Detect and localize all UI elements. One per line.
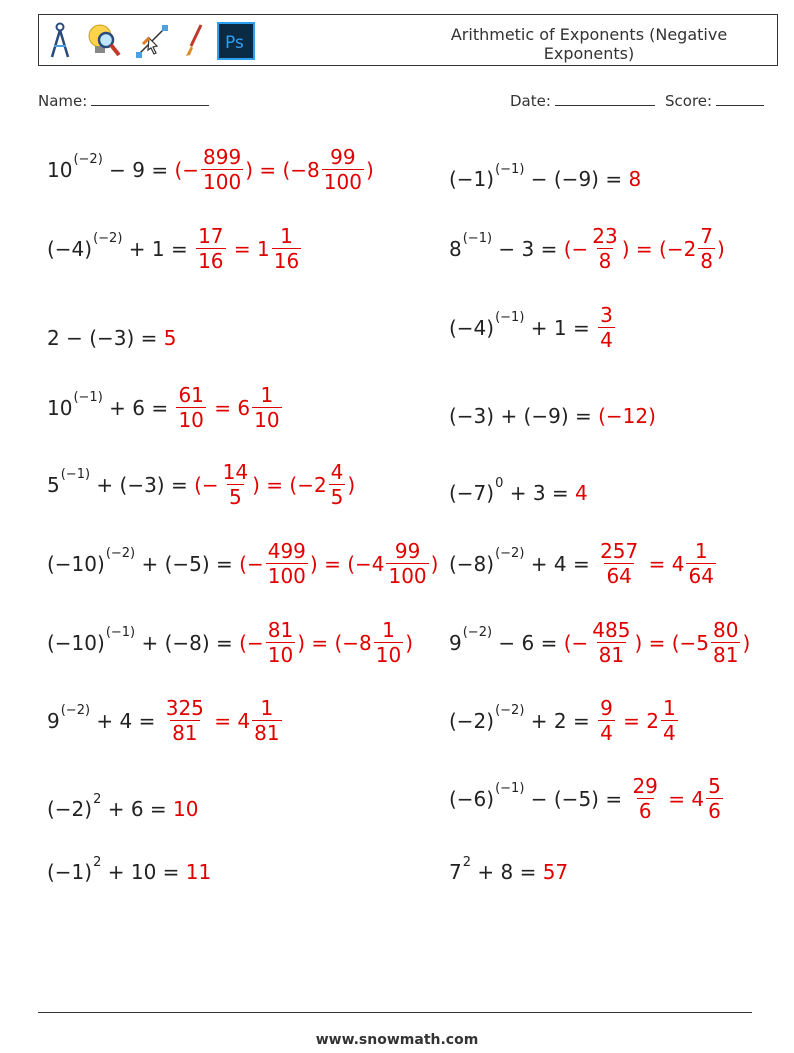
expression-rest: + (−3) = <box>90 472 195 497</box>
base: 5 <box>47 472 60 497</box>
base: 7 <box>449 860 462 884</box>
base: (−4) <box>449 315 495 340</box>
base: (−7) <box>449 481 495 505</box>
footer-divider <box>38 1012 752 1013</box>
score-label: Score: <box>665 92 713 110</box>
exponent: (−2) <box>495 546 525 561</box>
base: 10 <box>47 157 73 182</box>
problem-8 <box>449 406 656 426</box>
base: (−10) <box>47 551 105 576</box>
date-label: Date: <box>510 92 551 110</box>
improper-fraction: $\frac{3}{4}$ <box>600 303 613 352</box>
exponent: (−1) <box>495 161 525 177</box>
base: 8 <box>449 236 462 261</box>
problem-1 <box>47 147 374 192</box>
expression-rest: − 3 = <box>492 236 564 261</box>
exponent: (−1) <box>462 231 493 246</box>
answer: (− $\frac{23}{8}$ ) = (−2 $\frac{7}{8}$ ) <box>563 224 725 273</box>
exponent: (−1) <box>495 310 525 325</box>
expression-rest: + 10 = <box>101 860 186 884</box>
exponent: (−1) <box>495 781 525 796</box>
mixed-fraction: $\frac{1}{81}$ <box>254 696 280 745</box>
problem-12 <box>449 541 718 586</box>
name-label: Name: <box>38 92 88 110</box>
expression-rest: + (−5) = <box>135 551 240 576</box>
answer: $\frac{257}{64}$ = 4 $\frac{1}{64}$ <box>600 539 714 588</box>
answer: 10 <box>173 797 199 821</box>
expression-rest: + 4 = <box>90 708 162 733</box>
worksheet-title: Arithmetic of Exponents (Negative Exponents) <box>450 25 728 63</box>
improper-fraction: $\frac{61}{10}$ <box>178 383 204 432</box>
problem-16 <box>449 698 680 743</box>
base: (−2) <box>449 708 495 733</box>
problem-11 <box>47 541 438 586</box>
problem-6 <box>449 305 617 350</box>
improper-fraction: $\frac{499}{100}$ <box>267 539 306 588</box>
improper-fraction: $\frac{899}{100}$ <box>203 145 242 194</box>
expression-rest: + 1 = <box>524 315 597 340</box>
problem-10 <box>449 475 588 505</box>
worksheet-header <box>38 14 778 66</box>
problem-2 <box>449 161 642 191</box>
lightbulb-search-icon <box>86 22 122 60</box>
improper-fraction: $\frac{17}{16}$ <box>198 224 224 273</box>
answer: $\frac{9}{4}$ = 2 $\frac{1}{4}$ <box>600 696 676 745</box>
improper-fraction: $\frac{9}{4}$ <box>600 696 613 745</box>
expression: 2 − (−3) = <box>47 326 164 350</box>
expression-rest: + 6 = <box>101 797 174 821</box>
exponent: 2 <box>462 854 472 870</box>
exponent: (−2) <box>495 703 525 718</box>
svg-text:Ps: Ps <box>225 33 244 53</box>
expression-rest: − (−5) = <box>524 786 629 811</box>
name-field <box>38 92 209 110</box>
compass-icon <box>47 22 73 60</box>
exponent: 2 <box>93 791 102 807</box>
icon-strip <box>47 21 255 61</box>
exponent: (−2) <box>60 703 91 718</box>
paintbrush-icon <box>182 22 204 60</box>
pen-tool-icon <box>135 22 169 60</box>
exponent: (−1) <box>60 467 91 482</box>
answer: $\frac{29}{6}$ = 4 $\frac{5}{6}$ <box>632 774 721 823</box>
improper-fraction: $\frac{81}{10}$ <box>267 618 294 667</box>
improper-fraction: $\frac{257}{64}$ <box>600 539 639 588</box>
answer: (−12) <box>598 404 656 428</box>
answer: (− $\frac{499}{100}$ ) = (−4 $\frac{99}{100}$ ) <box>239 539 439 588</box>
expression-rest: + 4 = <box>524 551 597 576</box>
mixed-fraction: $\frac{99}{100}$ <box>388 539 427 588</box>
mixed-fraction: $\frac{1}{16}$ <box>273 224 300 273</box>
problem-7 <box>47 385 284 430</box>
base: (−2) <box>47 797 93 821</box>
answer: 11 <box>185 860 212 884</box>
expression-rest: + 3 = <box>503 481 576 505</box>
base: (−6) <box>449 786 495 811</box>
answer: $\frac{325}{81}$ = 4 $\frac{1}{81}$ <box>165 696 280 745</box>
mixed-fraction: $\frac{1}{4}$ <box>663 696 676 745</box>
problem-19 <box>47 854 212 884</box>
base: 10 <box>47 395 73 420</box>
expression: (−3) + (−9) = <box>449 404 599 428</box>
mixed-fraction: $\frac{5}{6}$ <box>708 774 721 823</box>
date-field <box>510 92 655 110</box>
answer: 8 <box>628 167 642 191</box>
photoshop-icon <box>217 22 255 60</box>
improper-fraction: $\frac{325}{81}$ <box>165 696 204 745</box>
expression-rest: + (−8) = <box>135 630 240 655</box>
answer: $\frac{17}{16}$ = 1 $\frac{1}{16}$ <box>198 224 300 273</box>
exponent: 2 <box>93 854 102 870</box>
mixed-fraction: $\frac{80}{81}$ <box>713 618 739 667</box>
problem-4 <box>449 226 725 271</box>
problem-13 <box>47 620 413 665</box>
improper-fraction: $\frac{14}{5}$ <box>222 460 249 509</box>
exponent: (−2) <box>462 625 493 640</box>
mixed-fraction: $\frac{1}{10}$ <box>375 618 402 667</box>
expression-rest: + 6 = <box>102 395 175 420</box>
expression-rest: + 1 = <box>122 236 195 261</box>
score-field <box>665 92 764 110</box>
score-blank[interactable] <box>716 104 764 106</box>
improper-fraction: $\frac{485}{81}$ <box>592 618 631 667</box>
base: 9 <box>449 630 462 655</box>
improper-fraction: $\frac{23}{8}$ <box>592 224 618 273</box>
name-blank[interactable] <box>91 104 209 106</box>
problem-17 <box>47 791 199 821</box>
exponent: (−2) <box>93 231 123 246</box>
answer: 5 <box>163 326 177 350</box>
answer: 57 <box>542 860 569 884</box>
problem-9 <box>47 462 355 507</box>
expression-rest: − 9 = <box>102 157 175 182</box>
base: (−8) <box>449 551 495 576</box>
exponent: (−2) <box>73 152 103 167</box>
answer: 4 <box>575 481 588 505</box>
expression-rest: + 2 = <box>524 708 597 733</box>
answer: (− $\frac{81}{10}$ ) = (−8 $\frac{1}{10}$ ) <box>239 618 414 667</box>
expression-rest: − 6 = <box>492 630 564 655</box>
problem-3 <box>47 226 303 271</box>
problem-18 <box>449 776 725 821</box>
mixed-fraction: $\frac{99}{100}$ <box>323 145 362 194</box>
answer <box>596 305 617 350</box>
expression-rest: − (−9) = <box>524 167 629 191</box>
answer: (− $\frac{14}{5}$ ) = (−2 $\frac{4}{5}$ ) <box>194 460 356 509</box>
base: 9 <box>47 708 60 733</box>
problem-20 <box>449 854 569 884</box>
exponent: 0 <box>495 475 504 491</box>
improper-fraction: $\frac{29}{6}$ <box>632 774 658 823</box>
problem-5 <box>47 328 177 348</box>
exponent: (−2) <box>105 546 136 561</box>
problem-15 <box>47 698 284 743</box>
answer: $\frac{61}{10}$ = 6 $\frac{1}{10}$ <box>178 383 280 432</box>
date-blank[interactable] <box>555 104 655 106</box>
mixed-fraction: $\frac{4}{5}$ <box>330 460 344 509</box>
expression-rest: + 8 = <box>471 860 543 884</box>
mixed-fraction: $\frac{7}{8}$ <box>700 224 714 273</box>
base: (−10) <box>47 630 105 655</box>
exponent: (−1) <box>73 390 103 405</box>
answer: (− $\frac{485}{81}$ ) = (−5 $\frac{80}{81}$ ) <box>563 618 751 667</box>
base: (−1) <box>47 860 93 884</box>
exponent: (−1) <box>105 625 136 640</box>
mixed-fraction: $\frac{1}{64}$ <box>688 539 714 588</box>
base: (−1) <box>449 167 495 191</box>
answer: (− $\frac{899}{100}$ ) = (−8 $\frac{99}{100}$ ) <box>174 145 374 194</box>
problem-14 <box>449 620 750 665</box>
footer-url[interactable]: www.snowmath.com <box>315 1032 479 1048</box>
mixed-fraction: $\frac{1}{10}$ <box>254 383 280 432</box>
base: (−4) <box>47 236 93 261</box>
